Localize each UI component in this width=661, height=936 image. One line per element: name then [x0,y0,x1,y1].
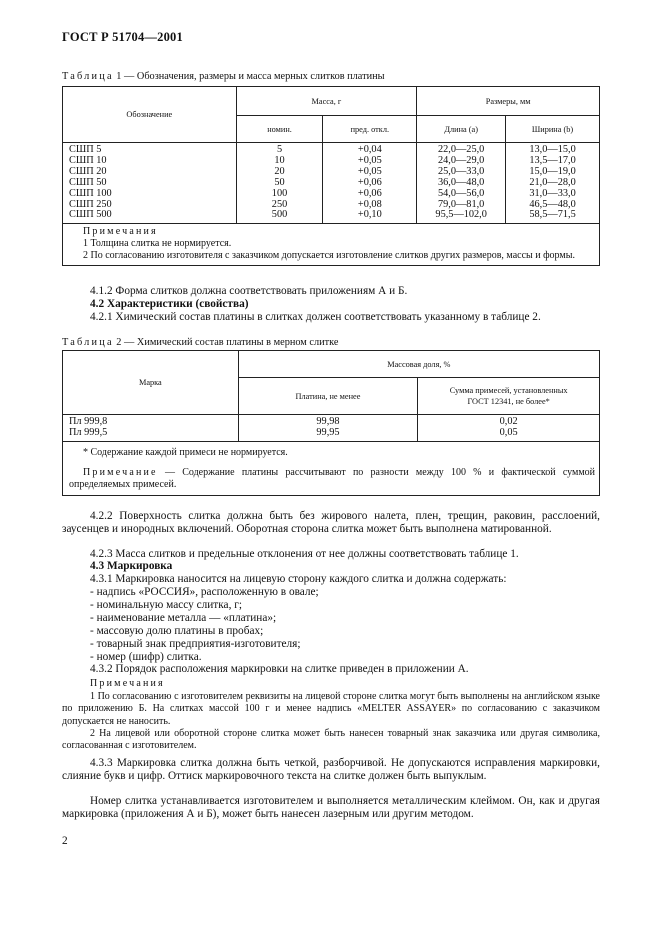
table-cell: 36,0—48,0 [437,176,485,188]
table-cell: +0,08 [357,198,382,210]
table-cell: +0,06 [357,187,382,199]
table-cell: 13,5—17,0 [529,154,576,166]
marking-list [90,586,319,663]
table-cell: Пл 999,5 [69,426,108,438]
table-cell: 5 [276,144,283,155]
table-cell: 79,0—81,0 [437,198,485,210]
table1-header-width: Ширина (b) [506,116,600,143]
table2-header-impurities-line2: ГОСТ 12341, не более* [467,397,550,406]
table2-col-impurities [418,415,600,442]
paragraph-4-1-2: 4.1.2 Форма слитков должна соответствовать приложениям А и Б. [90,285,408,297]
table-cell: 13,0—15,0 [529,144,576,155]
table1-caption [62,71,385,82]
table-cell: СШП 250 [69,198,112,210]
section-heading-4-2: 4.2 Характеристики (свойства) [90,298,249,310]
table-cell: 95,5—102,0 [435,209,487,221]
table2-body [63,415,600,442]
list-item: - номинальную массу слитка, г; [90,598,242,611]
page-number: 2 [62,835,68,847]
table-cell: 24,0—29,0 [437,154,485,166]
list-item: - наименование металла — «платина»; [90,611,277,624]
table2-caption [62,337,338,348]
standard-header: ГОСТ Р 51704—2001 [62,30,183,44]
table1-caption-label: Таблица [62,71,114,82]
notes2-title: Примечания [90,678,165,689]
table-cell: 54,0—56,0 [437,187,485,199]
table-cell: 10 [274,154,285,166]
table-cell: +0,05 [357,165,382,177]
table1-note-2: 2 По согласованию изготовителя с заказчиком допускается изготовление слитков других размеров, массы и формы. [83,250,575,262]
table1-header-length: Длина (а) [417,116,506,143]
table-cell: 20 [274,165,285,177]
table-cell: 50 [274,176,285,188]
table-cell: 100 [271,187,288,199]
table-cell: +0,06 [357,176,382,188]
list-item: - массовую долю платины в пробах; [90,624,264,637]
table-cell: +0,05 [357,154,382,166]
table2-header-grade: Марка [63,351,239,415]
table-cell: 250 [271,198,288,210]
table-cell: СШП 500 [69,209,112,221]
paragraph-4-3-3: 4.3.3 Маркировка слитка должна быть четкой, разборчивой. Не допускаются исправления маркировки, слияние букв и цифр. Оттиск маркировочного текста на слитке должен быть выпуклым. [62,757,600,782]
table-cell: 21,0—28,0 [529,176,576,188]
table1-caption-text: 1 — Обозначения, размеры и масса мерных слитков платины [113,71,385,82]
table-cell: 99,98 [316,416,340,427]
paragraph-4-2-3: 4.2.3 Масса слитков и предельные отклонения от нее должны соответствовать таблице 1. [90,548,519,560]
notes2-note-2: 2 На лицевой или оборотной стороне слитка может быть нанесен товарный знак заказчика или другая символика, согласованная с изготовителем. [62,728,600,752]
table1-header-mass: Масса, г [236,87,417,116]
table-cell: 15,0—19,0 [529,165,576,177]
table-cell: 500 [271,209,288,221]
table1-header-designation: Обозначение [63,87,237,143]
table-cell: СШП 10 [69,154,107,166]
table2-caption-text: 2 — Химический состав платины в мерном слитке [113,337,339,348]
table-cell: 31,0—33,0 [529,187,576,199]
paragraph-4-3-2: 4.3.2 Порядок расположения маркировки на слитке приведен в приложении А. [90,663,469,675]
table-cell: СШП 5 [69,144,102,155]
table2-header-impurities-line1: Сумма примесей, установленных [449,386,568,395]
list-item: - номер (шифр) слитка. [90,650,202,663]
paragraph-4-2-1: 4.2.1 Химический состав платины в слитках должен соответствовать указанному в таблице 2. [90,311,541,323]
table1-col-nominal [236,143,323,224]
table-cell: 0,05 [499,426,518,438]
table1-col-deviation [323,143,417,224]
table2-header-mass-fraction: Массовая доля, % [238,351,599,378]
table-cell: 46,5—48,0 [529,198,576,210]
paragraph-4-3-1: 4.3.1 Маркировка наносится на лицевую сторону каждого слитка и должна содержать: [90,573,507,585]
table-cell: +0,10 [357,209,382,221]
table1-header-sizes: Размеры, мм [417,87,600,116]
table-cell: 58,5—71,5 [529,209,576,221]
table1-header-nominal: номин. [236,116,323,143]
table2-header-impurities [418,378,600,415]
table1-notes-title: Примечания [83,226,158,238]
paragraph-4-2-2: 4.2.2 Поверхность слитка должна быть без жирового налета, плен, трещин, раковин, расслоений, заусенцев и инородных включений. Оборотная сторона слитка может быть выполнена матированной. [62,510,600,535]
table1-note-1: 1 Толщина слитка не нормируется. [83,238,232,250]
table-cell: Пл 999,8 [69,416,108,427]
table2-notes [63,441,600,495]
table-cell: 0,02 [499,416,518,427]
table1-col-length [417,143,506,224]
table2-note-label: Примечание [83,466,158,478]
table2-col-grade [63,415,239,442]
table-cell: СШП 100 [69,187,112,199]
table-cell: 25,0—33,0 [437,165,485,177]
table-cell: 99,95 [316,426,340,438]
table1-col-width [506,143,600,224]
notes2-note-1: 1 По согласованию с изготовителем реквизиты на лицевой стороне слитка могут быть выполнены на английском языке по приложению Б. На слитках массой 100 г и менее надпись «MELTER ASSAYER» по согласованию с заказчиком допускается не наносить. [62,691,600,727]
table1 [62,86,600,266]
paragraph-ingot-number: Номер слитка устанавливается изготовителем и выполняется металлическим клеймом. Он, как и другая маркировка (приложения А и Б), может быть нанесен лазерным или другим методом. [62,795,600,820]
table2-note [69,467,595,491]
table-cell: СШП 50 [69,176,107,188]
table2-col-platinum [238,415,418,442]
table1-col-designation [63,143,237,224]
table2-footnote: * Содержание каждой примеси не нормируется. [83,446,288,458]
table2-note-text: — Содержание платины рассчитывают по разности между 100 % и фактической суммой определяемых примесей. [69,466,595,490]
table-cell: +0,04 [357,144,382,155]
table-cell: 22,0—25,0 [437,144,485,155]
table2-header-platinum: Платина, не менее [238,378,418,415]
table1-header-deviation: пред. откл. [323,116,417,143]
table1-notes [63,224,600,266]
table2 [62,350,600,496]
list-item: - надпись «РОССИЯ», расположенную в овале; [90,586,319,598]
list-item: - товарный знак предприятия-изготовителя; [90,637,301,650]
table1-body [63,143,600,224]
table-cell: СШП 20 [69,165,107,177]
section-heading-4-3: 4.3 Маркировка [90,560,173,572]
table2-caption-label: Таблица [62,337,114,348]
